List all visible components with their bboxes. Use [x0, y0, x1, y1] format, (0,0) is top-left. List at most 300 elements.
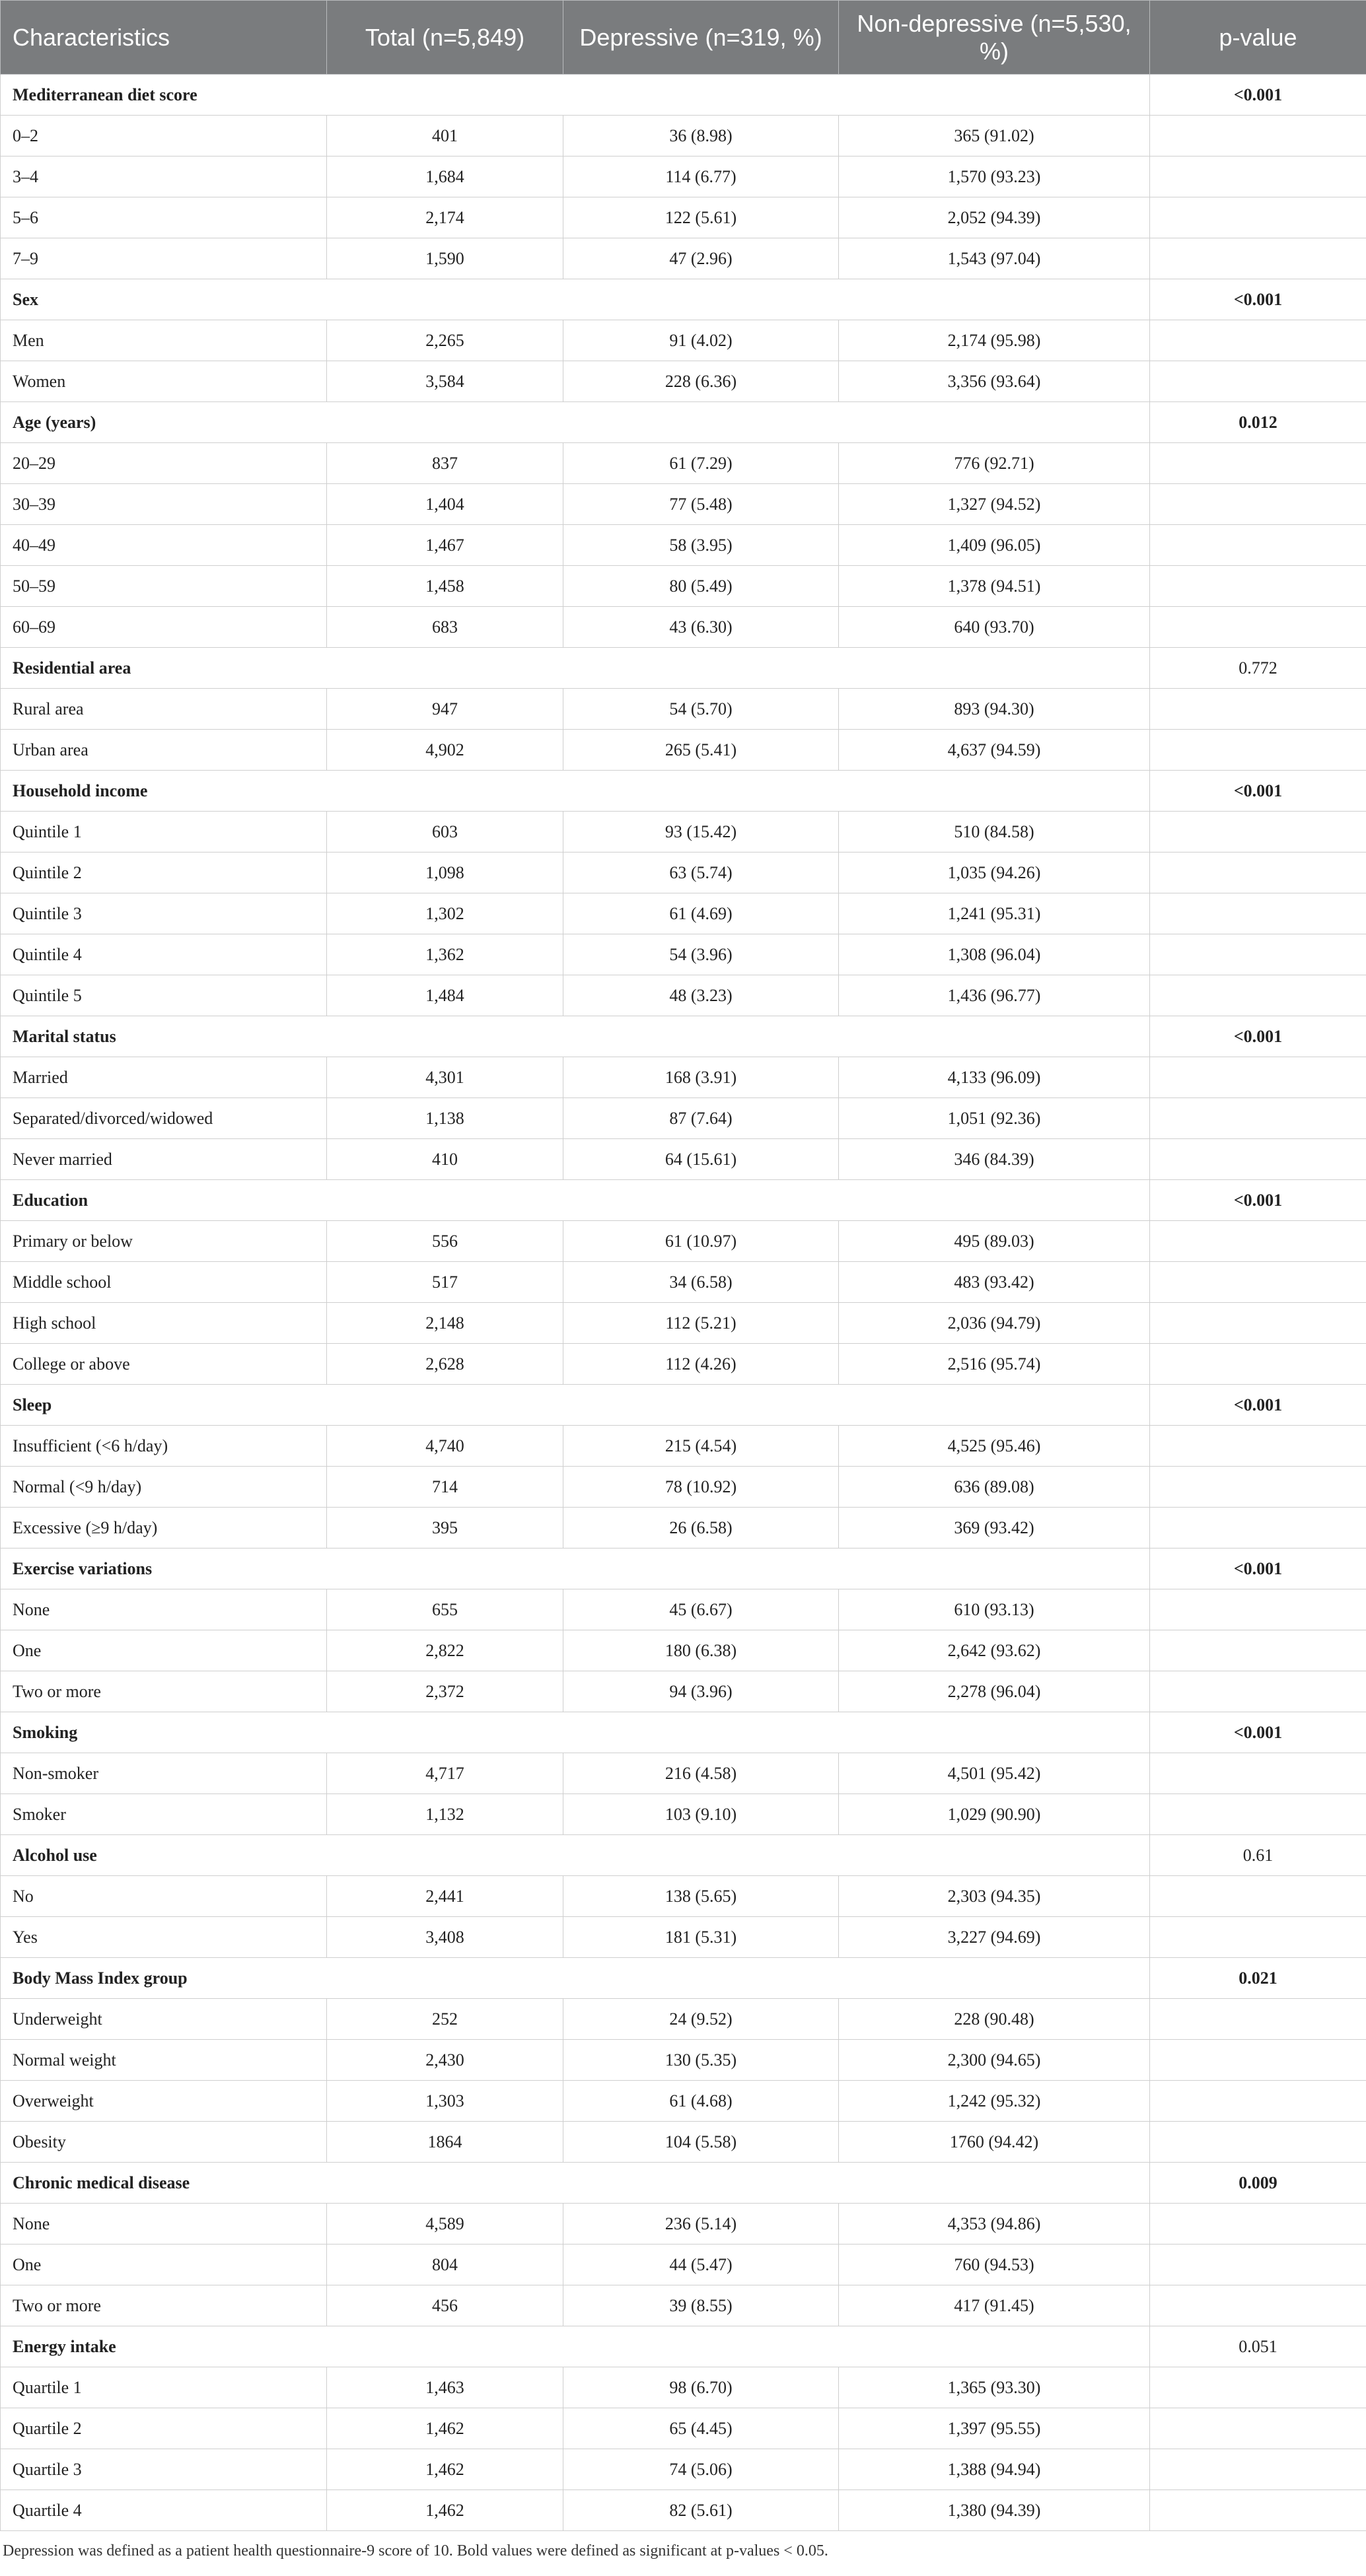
non-depressive-cell: 483 (93.42)	[839, 1262, 1150, 1303]
total-cell: 1,362	[327, 934, 563, 975]
row-label: Two or more	[1, 2285, 327, 2326]
section-title: Education	[1, 1180, 1150, 1221]
table-row	[1, 1426, 1366, 1467]
depressive-cell: 45 (6.67)	[563, 1589, 839, 1630]
section-p-value: <0.001	[1150, 1385, 1366, 1426]
non-depressive-cell: 1,380 (94.39)	[839, 2490, 1150, 2531]
p-value-cell	[1150, 484, 1366, 525]
depressive-cell: 168 (3.91)	[563, 1057, 839, 1098]
table-row	[1, 1057, 1366, 1098]
table-row	[1, 1876, 1366, 1917]
p-value-cell	[1150, 812, 1366, 853]
depressive-cell: 112 (4.26)	[563, 1344, 839, 1385]
non-depressive-cell: 1,378 (94.51)	[839, 566, 1150, 607]
row-label: Normal weight	[1, 2040, 327, 2081]
total-cell: 1,404	[327, 484, 563, 525]
table-row	[1, 1303, 1366, 1344]
p-value-cell	[1150, 1303, 1366, 1344]
non-depressive-cell: 2,278 (96.04)	[839, 1671, 1150, 1712]
p-value-cell	[1150, 1917, 1366, 1958]
total-cell: 4,740	[327, 1426, 563, 1467]
total-cell: 2,265	[327, 320, 563, 361]
table-row	[1, 1262, 1366, 1303]
p-value-cell	[1150, 2490, 1366, 2531]
p-value-cell	[1150, 1344, 1366, 1385]
section-title: Alcohol use	[1, 1835, 1150, 1876]
p-value-cell	[1150, 1671, 1366, 1712]
non-depressive-cell: 1,051 (92.36)	[839, 1098, 1150, 1139]
row-label: Normal (<9 h/day)	[1, 1467, 327, 1508]
total-cell: 4,589	[327, 2204, 563, 2245]
p-value-cell	[1150, 934, 1366, 975]
table-row	[1, 1753, 1366, 1794]
table-row	[1, 2081, 1366, 2122]
non-depressive-cell: 510 (84.58)	[839, 812, 1150, 853]
p-value-cell	[1150, 1098, 1366, 1139]
row-label: Men	[1, 320, 327, 361]
p-value-cell	[1150, 1262, 1366, 1303]
row-label: High school	[1, 1303, 327, 1344]
row-label: Insufficient (<6 h/day)	[1, 1426, 327, 1467]
row-label: Never married	[1, 1139, 327, 1180]
non-depressive-cell: 1,308 (96.04)	[839, 934, 1150, 975]
row-label: One	[1, 2245, 327, 2285]
depressive-cell: 236 (5.14)	[563, 2204, 839, 2245]
table-row	[1, 116, 1366, 157]
total-cell: 1,462	[327, 2449, 563, 2490]
non-depressive-cell: 365 (91.02)	[839, 116, 1150, 157]
row-label: Quartile 4	[1, 2490, 327, 2531]
row-label: Quintile 3	[1, 893, 327, 934]
row-label: None	[1, 1589, 327, 1630]
p-value-cell	[1150, 1999, 1366, 2040]
p-value-cell	[1150, 525, 1366, 566]
depressive-cell: 64 (15.61)	[563, 1139, 839, 1180]
non-depressive-cell: 3,356 (93.64)	[839, 361, 1150, 402]
section-title: Residential area	[1, 648, 1150, 689]
total-cell: 1,458	[327, 566, 563, 607]
row-label: 5–6	[1, 197, 327, 238]
depressive-cell: 228 (6.36)	[563, 361, 839, 402]
table-row	[1, 566, 1366, 607]
row-label: Quintile 5	[1, 975, 327, 1016]
section-header-row	[1, 1835, 1366, 1876]
section-header-row	[1, 771, 1366, 812]
total-cell: 252	[327, 1999, 563, 2040]
non-depressive-cell: 1,397 (95.55)	[839, 2408, 1150, 2449]
row-label: Two or more	[1, 1671, 327, 1712]
table-row	[1, 1508, 1366, 1549]
table-body	[1, 75, 1366, 2531]
depressive-cell: 54 (5.70)	[563, 689, 839, 730]
depressive-cell: 44 (5.47)	[563, 2245, 839, 2285]
table-row	[1, 484, 1366, 525]
p-value-cell	[1150, 2081, 1366, 2122]
depressive-cell: 103 (9.10)	[563, 1794, 839, 1835]
total-cell: 1864	[327, 2122, 563, 2163]
section-p-value: 0.772	[1150, 648, 1366, 689]
total-cell: 804	[327, 2245, 563, 2285]
non-depressive-cell: 1,035 (94.26)	[839, 853, 1150, 893]
depressive-cell: 93 (15.42)	[563, 812, 839, 853]
p-value-cell	[1150, 2449, 1366, 2490]
non-depressive-cell: 3,227 (94.69)	[839, 1917, 1150, 1958]
depressive-cell: 61 (4.68)	[563, 2081, 839, 2122]
row-label: Quartile 1	[1, 2367, 327, 2408]
non-depressive-cell: 2,516 (95.74)	[839, 1344, 1150, 1385]
section-header-row	[1, 279, 1366, 320]
table-row	[1, 1999, 1366, 2040]
depressive-cell: 65 (4.45)	[563, 2408, 839, 2449]
depressive-cell: 24 (9.52)	[563, 1999, 839, 2040]
section-p-value: 0.021	[1150, 1958, 1366, 1999]
total-cell: 2,430	[327, 2040, 563, 2081]
p-value-cell	[1150, 689, 1366, 730]
table-row	[1, 1630, 1366, 1671]
total-cell: 1,462	[327, 2490, 563, 2531]
non-depressive-cell: 2,174 (95.98)	[839, 320, 1150, 361]
non-depressive-cell: 346 (84.39)	[839, 1139, 1150, 1180]
table-row	[1, 975, 1366, 1016]
row-label: Urban area	[1, 730, 327, 771]
row-label: Non-smoker	[1, 1753, 327, 1794]
p-value-cell	[1150, 893, 1366, 934]
section-header-row	[1, 1549, 1366, 1589]
total-cell: 2,372	[327, 1671, 563, 1712]
depressive-cell: 61 (10.97)	[563, 1221, 839, 1262]
row-label: Smoker	[1, 1794, 327, 1835]
section-p-value: <0.001	[1150, 771, 1366, 812]
row-label: 40–49	[1, 525, 327, 566]
depressive-cell: 34 (6.58)	[563, 1262, 839, 1303]
p-value-cell	[1150, 853, 1366, 893]
row-label: Quintile 4	[1, 934, 327, 975]
table-row	[1, 1098, 1366, 1139]
section-header-row	[1, 1180, 1366, 1221]
p-value-cell	[1150, 2040, 1366, 2081]
section-p-value: 0.051	[1150, 2326, 1366, 2367]
non-depressive-cell: 893 (94.30)	[839, 689, 1150, 730]
non-depressive-cell: 1,436 (96.77)	[839, 975, 1150, 1016]
table-row	[1, 320, 1366, 361]
depressive-cell: 114 (6.77)	[563, 157, 839, 197]
table-row	[1, 2285, 1366, 2326]
header-p-value: p-value	[1150, 1, 1366, 75]
row-label: No	[1, 1876, 327, 1917]
depressive-cell: 43 (6.30)	[563, 607, 839, 648]
depressive-cell: 77 (5.48)	[563, 484, 839, 525]
total-cell: 2,628	[327, 1344, 563, 1385]
non-depressive-cell: 640 (93.70)	[839, 607, 1150, 648]
row-label: None	[1, 2204, 327, 2245]
non-depressive-cell: 1,388 (94.94)	[839, 2449, 1150, 2490]
depressive-cell: 130 (5.35)	[563, 2040, 839, 2081]
p-value-cell	[1150, 975, 1366, 1016]
depressive-cell: 87 (7.64)	[563, 1098, 839, 1139]
table-row	[1, 1589, 1366, 1630]
table-footnote: Depression was defined as a patient health questionnaire-9 score of 10. Bold values were defined as significant at p-values < 0.05.	[3, 2542, 828, 2559]
section-title: Body Mass Index group	[1, 1958, 1150, 1999]
total-cell: 947	[327, 689, 563, 730]
p-value-cell	[1150, 1467, 1366, 1508]
total-cell: 4,717	[327, 1753, 563, 1794]
section-p-value: 0.009	[1150, 2163, 1366, 2204]
row-label: Primary or below	[1, 1221, 327, 1262]
table-row	[1, 525, 1366, 566]
table-row	[1, 812, 1366, 853]
depressive-cell: 215 (4.54)	[563, 1426, 839, 1467]
depressive-cell: 104 (5.58)	[563, 2122, 839, 2163]
non-depressive-cell: 1,327 (94.52)	[839, 484, 1150, 525]
total-cell: 1,302	[327, 893, 563, 934]
row-label: 7–9	[1, 238, 327, 279]
p-value-cell	[1150, 1426, 1366, 1467]
non-depressive-cell: 4,525 (95.46)	[839, 1426, 1150, 1467]
p-value-cell	[1150, 566, 1366, 607]
section-title: Smoking	[1, 1712, 1150, 1753]
non-depressive-cell: 1,365 (93.30)	[839, 2367, 1150, 2408]
section-header-row	[1, 1712, 1366, 1753]
non-depressive-cell: 2,300 (94.65)	[839, 2040, 1150, 2081]
section-p-value: <0.001	[1150, 279, 1366, 320]
non-depressive-cell: 1760 (94.42)	[839, 2122, 1150, 2163]
section-title: Sleep	[1, 1385, 1150, 1426]
non-depressive-cell: 636 (89.08)	[839, 1467, 1150, 1508]
p-value-cell	[1150, 1221, 1366, 1262]
p-value-cell	[1150, 238, 1366, 279]
section-title: Marital status	[1, 1016, 1150, 1057]
total-cell: 1,303	[327, 2081, 563, 2122]
section-title: Mediterranean diet score	[1, 75, 1150, 116]
table-row	[1, 238, 1366, 279]
table-row	[1, 443, 1366, 484]
depressive-cell: 98 (6.70)	[563, 2367, 839, 2408]
section-header-row	[1, 402, 1366, 443]
non-depressive-cell: 1,241 (95.31)	[839, 893, 1150, 934]
non-depressive-cell: 2,052 (94.39)	[839, 197, 1150, 238]
table-row	[1, 361, 1366, 402]
non-depressive-cell: 2,642 (93.62)	[839, 1630, 1150, 1671]
row-label: Women	[1, 361, 327, 402]
section-p-value: 0.012	[1150, 402, 1366, 443]
row-label: Yes	[1, 1917, 327, 1958]
non-depressive-cell: 776 (92.71)	[839, 443, 1150, 484]
row-label: One	[1, 1630, 327, 1671]
p-value-cell	[1150, 1057, 1366, 1098]
total-cell: 2,441	[327, 1876, 563, 1917]
non-depressive-cell: 4,501 (95.42)	[839, 1753, 1150, 1794]
total-cell: 1,590	[327, 238, 563, 279]
non-depressive-cell: 1,242 (95.32)	[839, 2081, 1150, 2122]
table-row	[1, 1671, 1366, 1712]
section-p-value: <0.001	[1150, 1712, 1366, 1753]
row-label: Overweight	[1, 2081, 327, 2122]
total-cell: 837	[327, 443, 563, 484]
total-cell: 4,902	[327, 730, 563, 771]
depressive-cell: 48 (3.23)	[563, 975, 839, 1016]
non-depressive-cell: 369 (93.42)	[839, 1508, 1150, 1549]
section-title: Energy intake	[1, 2326, 1150, 2367]
section-title: Chronic medical disease	[1, 2163, 1150, 2204]
row-label: 20–29	[1, 443, 327, 484]
depressive-cell: 82 (5.61)	[563, 2490, 839, 2531]
section-title: Exercise variations	[1, 1549, 1150, 1589]
table-row	[1, 1917, 1366, 1958]
total-cell: 655	[327, 1589, 563, 1630]
total-cell: 603	[327, 812, 563, 853]
non-depressive-cell: 1,570 (93.23)	[839, 157, 1150, 197]
p-value-cell	[1150, 1139, 1366, 1180]
depressive-cell: 216 (4.58)	[563, 1753, 839, 1794]
section-header-row	[1, 648, 1366, 689]
total-cell: 3,584	[327, 361, 563, 402]
table-row	[1, 2040, 1366, 2081]
table-row	[1, 2408, 1366, 2449]
row-label: 50–59	[1, 566, 327, 607]
row-label: Middle school	[1, 1262, 327, 1303]
total-cell: 2,822	[327, 1630, 563, 1671]
depressive-cell: 74 (5.06)	[563, 2449, 839, 2490]
p-value-cell	[1150, 2245, 1366, 2285]
row-label: College or above	[1, 1344, 327, 1385]
total-cell: 395	[327, 1508, 563, 1549]
header-characteristics: Characteristics	[1, 1, 327, 75]
table-row	[1, 1344, 1366, 1385]
row-label: Underweight	[1, 1999, 327, 2040]
total-cell: 4,301	[327, 1057, 563, 1098]
table-row	[1, 1467, 1366, 1508]
total-cell: 1,463	[327, 2367, 563, 2408]
row-label: 30–39	[1, 484, 327, 525]
table-row	[1, 689, 1366, 730]
p-value-cell	[1150, 157, 1366, 197]
p-value-cell	[1150, 2122, 1366, 2163]
total-cell: 1,467	[327, 525, 563, 566]
p-value-cell	[1150, 1630, 1366, 1671]
depressive-cell: 54 (3.96)	[563, 934, 839, 975]
p-value-cell	[1150, 2408, 1366, 2449]
row-label: Quartile 3	[1, 2449, 327, 2490]
p-value-cell	[1150, 320, 1366, 361]
depressive-cell: 94 (3.96)	[563, 1671, 839, 1712]
depressive-cell: 39 (8.55)	[563, 2285, 839, 2326]
depressive-cell: 26 (6.58)	[563, 1508, 839, 1549]
row-label: Quintile 2	[1, 853, 327, 893]
p-value-cell	[1150, 607, 1366, 648]
total-cell: 517	[327, 1262, 563, 1303]
p-value-cell	[1150, 1753, 1366, 1794]
section-header-row	[1, 1016, 1366, 1057]
table-row	[1, 2367, 1366, 2408]
table-row	[1, 2449, 1366, 2490]
p-value-cell	[1150, 443, 1366, 484]
section-title: Sex	[1, 279, 1150, 320]
depressive-cell: 112 (5.21)	[563, 1303, 839, 1344]
non-depressive-cell: 1,409 (96.05)	[839, 525, 1150, 566]
depressive-cell: 180 (6.38)	[563, 1630, 839, 1671]
non-depressive-cell: 417 (91.45)	[839, 2285, 1150, 2326]
total-cell: 3,408	[327, 1917, 563, 1958]
non-depressive-cell: 4,637 (94.59)	[839, 730, 1150, 771]
table-row	[1, 2122, 1366, 2163]
non-depressive-cell: 2,036 (94.79)	[839, 1303, 1150, 1344]
section-title: Age (years)	[1, 402, 1150, 443]
row-label: 60–69	[1, 607, 327, 648]
table-row	[1, 2490, 1366, 2531]
section-header-row	[1, 1958, 1366, 1999]
section-header-row	[1, 75, 1366, 116]
row-label: Quintile 1	[1, 812, 327, 853]
row-label: Obesity	[1, 2122, 327, 2163]
p-value-cell	[1150, 197, 1366, 238]
non-depressive-cell: 4,353 (94.86)	[839, 2204, 1150, 2245]
total-cell: 1,484	[327, 975, 563, 1016]
non-depressive-cell: 228 (90.48)	[839, 1999, 1150, 2040]
p-value-cell	[1150, 1589, 1366, 1630]
non-depressive-cell: 1,029 (90.90)	[839, 1794, 1150, 1835]
p-value-cell	[1150, 361, 1366, 402]
row-label: Quartile 2	[1, 2408, 327, 2449]
depressive-cell: 36 (8.98)	[563, 116, 839, 157]
section-p-value: <0.001	[1150, 1016, 1366, 1057]
total-cell: 2,148	[327, 1303, 563, 1344]
section-p-value: <0.001	[1150, 75, 1366, 116]
p-value-cell	[1150, 1876, 1366, 1917]
p-value-cell	[1150, 1508, 1366, 1549]
depressive-cell: 181 (5.31)	[563, 1917, 839, 1958]
row-label: Married	[1, 1057, 327, 1098]
non-depressive-cell: 2,303 (94.35)	[839, 1876, 1150, 1917]
depressive-cell: 138 (5.65)	[563, 1876, 839, 1917]
depressive-cell: 80 (5.49)	[563, 566, 839, 607]
row-label: Rural area	[1, 689, 327, 730]
section-p-value: <0.001	[1150, 1549, 1366, 1589]
table-header-row	[1, 1, 1366, 75]
non-depressive-cell: 495 (89.03)	[839, 1221, 1150, 1262]
non-depressive-cell: 4,133 (96.09)	[839, 1057, 1150, 1098]
table-row	[1, 730, 1366, 771]
non-depressive-cell: 610 (93.13)	[839, 1589, 1150, 1630]
header-total: Total (n=5,849)	[327, 1, 563, 75]
total-cell: 683	[327, 607, 563, 648]
p-value-cell	[1150, 2285, 1366, 2326]
total-cell: 401	[327, 116, 563, 157]
total-cell: 2,174	[327, 197, 563, 238]
table-row	[1, 607, 1366, 648]
table-row	[1, 893, 1366, 934]
header-non-depressive: Non-depressive (n=5,530, %)	[839, 1, 1150, 75]
section-title: Household income	[1, 771, 1150, 812]
total-cell: 1,098	[327, 853, 563, 893]
depressive-cell: 58 (3.95)	[563, 525, 839, 566]
table-row	[1, 197, 1366, 238]
section-header-row	[1, 2326, 1366, 2367]
total-cell: 1,132	[327, 1794, 563, 1835]
table-row	[1, 1139, 1366, 1180]
total-cell: 1,462	[327, 2408, 563, 2449]
non-depressive-cell: 760 (94.53)	[839, 2245, 1150, 2285]
table-row	[1, 1794, 1366, 1835]
row-label: 0–2	[1, 116, 327, 157]
depressive-cell: 47 (2.96)	[563, 238, 839, 279]
depressive-cell: 61 (7.29)	[563, 443, 839, 484]
total-cell: 714	[327, 1467, 563, 1508]
depressive-cell: 91 (4.02)	[563, 320, 839, 361]
row-label: 3–4	[1, 157, 327, 197]
total-cell: 410	[327, 1139, 563, 1180]
table-row	[1, 853, 1366, 893]
total-cell: 1,684	[327, 157, 563, 197]
